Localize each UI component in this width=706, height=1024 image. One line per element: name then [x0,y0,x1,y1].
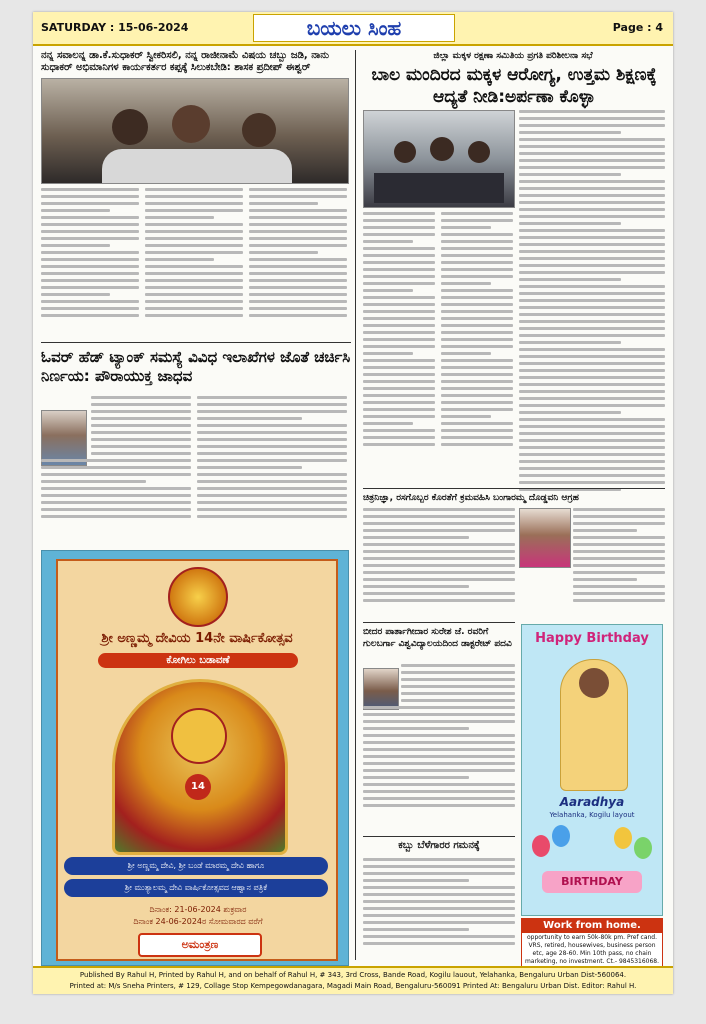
column-divider [355,50,356,960]
article-sudhakar-col3 [249,188,347,338]
imprint-footer [33,966,673,994]
article-tank-col1 [41,396,191,544]
article-fertilizer-col2 [573,508,665,618]
newspaper-page [33,12,673,994]
article-child-health-col2 [441,212,513,482]
newspaper-title: ಬಯಲು ಸಿಂಹ [253,14,455,42]
article-sudhakar-col1 [41,188,139,338]
birthday-child-name: Aaradhya [559,795,625,809]
masthead [33,12,673,46]
section-rule-1 [41,342,351,343]
article-sugarcane-body [363,858,515,962]
festival-invitation-label: ಅಮಂತ್ರಣ [138,933,262,957]
festival-band-1: ಶ್ರೀ ಅಣ್ಣಮ್ಮ ದೇವಿ, ಶ್ರೀ ಬಂಡೆ ಮಾರಮ್ಮ ದೇವಿ ಹಾಗೂ [64,857,328,875]
festival-venue: ಕೋಗಿಲು ಬಡಾವಣೆ [98,653,298,668]
festival-date-2: ದಿನಾಂಕ 24-06-2024ರ ಸೋಮವಾರದ ವರೆಗೆ [133,917,263,926]
imprint-line-2: Printed at: M/s Sneha Printers, # 129, Collage Stop Kempegowdanagara, Magadi Main Road, Bengaluru-560091 Printed At: Bengaluru Urban Dist. Editor: Rahul H. [69,982,637,990]
headline-sudhakar: ನನ್ನ ಸವಾಲನ್ನ ಡಾ.ಕೆ.ಸುಧಾಕರ್ ಸ್ವೀಕರಿಸಲಿ, ನನ್ನ ರಾಜೀನಾಮೆ ವಿಷಯ ಚಬ್ಬು ಜಡಿ, ನಾನು ಸುಧಾಕರ್ ಅಭಿಮಾನಿಗಳ ಕಾರ್ಯಕರ್ತರ ಕಪ್ಪಕ್ಕೆ ಸಿಲುಕಬೇಡಿ: ಶಾಸಕ ಪ್ರದೀಪ್ ಈಶ್ವರ್ [41,50,330,73]
issue-date: SATURDAY : 15-06-2024 [41,21,189,34]
article-fertilizer-col1 [363,508,515,618]
meeting-photo [363,110,515,208]
press-meet-photo [41,78,349,184]
deity-image [112,679,288,855]
child-photo [560,659,628,791]
balloon-icon [532,835,550,857]
article-tank-col2 [197,396,347,544]
festival-ad-frame [56,559,338,961]
kicker-child-protection: ಜಿಲ್ಲಾ ಮಕ್ಕಳ ರಕ್ಷಣಾ ಸಮಿತಿಯ ಪ್ರಗತಿ ಪರಿಶೀಲನಾ ಸಭೆ [433,51,593,61]
section-rule-4 [363,836,515,837]
festival-date-1: ದಿನಾಂಕ: 21-06-2024 ಶುಕ್ರವಾರ [149,905,247,914]
article-sudhakar-col2 [145,188,243,338]
work-ad-title: Work from home. [522,919,662,933]
balloon-icon [614,827,632,849]
woman-portrait [519,508,571,568]
anniversary-badge: 14 [185,774,211,800]
headline-child-health: ಬಾಲ ಮಂದಿರದ ಮಕ್ಕಳ ಆರೋಗ್ಯ, ಉತ್ತಮ ಶಿಕ್ಷಣಕ್ಕೆ ಆದ್ಯತೆ ನೀಡಿ:ಅರ್ಪಣಾ ಕೊಳ್ಳಾ [371,65,657,107]
headline-doctorate: ಬೀದರ ಪಾರ್ತಾಗೀದಾರ ಸುರೇಶ ಜೆ. ರವರಿಗೆ ಗುಲಬರ್ಗಾ ವಿಶ್ವವಿದ್ಯಾಲಯದಿಂದ ಡಾಕ್ಟರೇಟ್ ಪದವಿ [363,627,512,649]
festival-title: ಶ್ರೀ ಅಣ್ಣಮ್ಮ ದೇವಿಯ 14ನೇ ವಾರ್ಷಿಕೋತ್ಸವ [101,631,293,646]
article-doctorate-body [363,664,515,832]
article-child-health-col3 [519,110,665,540]
birthday-title: Happy Birthday [535,631,649,646]
section-rule-2 [363,488,665,489]
article-child-health-col1 [363,212,435,482]
headline-sugarcane: ಕಬ್ಬು ಬೆಳೆಗಾರರ ಗಮನಕ್ಕೆ [398,840,480,851]
temple-emblem-icon [168,567,228,627]
page-number: Page : 4 [612,21,663,34]
imprint-line-1: Published By Rahul H, Printed by Rahul H, and on behalf of Rahul H, # 343, 3rd Cross, Bande Road, Kogilu lauout, Yelahanka, Bengaluru Urban Dist-560064. [79,971,627,979]
work-from-home-ad [521,918,663,968]
birthday-advertisement [521,624,663,916]
work-ad-body: opportunity to earn 50k-80k pm. Pref cand. VRS, retired, housewives, business person etc, age 28-60. Min 10th pass, no chain marketing, no investment. Ct.- 9845316068. [524,934,660,965]
festival-advertisement [41,550,349,966]
birthday-banner: BIRTHDAY [542,871,642,893]
headline-fertilizer: ಚಿತ್ರನಿಜ್ಞಾ, ರಸಗೊಬ್ಬರ ಕೊರತೆಗೆ ಕ್ರಮವಹಿಸಿ ಬಂಗಾರಮ್ಮ ದೊಡ್ಡವನಿ ಆಗ್ರಹ [363,493,579,503]
headline-overhead-tank: ಓವರ್ ಹೆಡ್ ಟ್ಯಾಂಕ್ ಸಮಸ್ಯೆ ವಿವಿಧ ಇಲಾಖೆಗಳ ಜೊತೆ ಚರ್ಚಿಸಿ ನಿರ್ಣಯ: ಪೌರಾಯುಕ್ತ ಜಾಧವ [41,348,351,385]
festival-band-2: ಶ್ರೀ ಮುತ್ಯಾಲಮ್ಮ ದೇವಿ ವಾರ್ಷಿಕೋತ್ಸವದ ಆಹ್ವಾನ ಪತ್ರಿಕೆ [64,879,328,897]
section-rule-3 [363,622,515,623]
balloon-icon [634,837,652,859]
birthday-place: Yelahanka, Kogilu layout [549,811,635,819]
balloon-icon [552,825,570,847]
